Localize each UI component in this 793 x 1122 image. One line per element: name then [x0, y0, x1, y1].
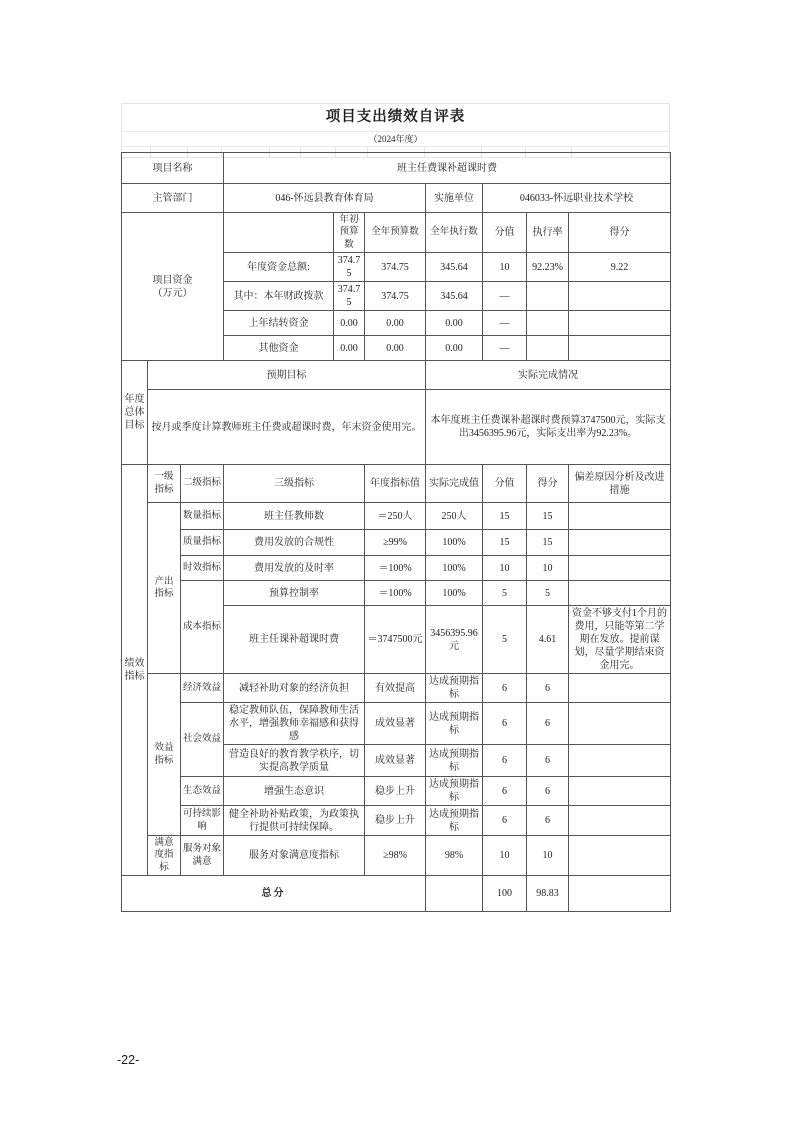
level2-indicator: 成本指标 — [181, 581, 224, 674]
funds-row-exec: 0.00 — [426, 336, 483, 361]
actual-completion-text: 本年度班主任费课补超课时费预算3747500元，实际支出3456395.96元，实际支出率为92.23%。 — [426, 390, 671, 465]
level3-indicator: 预算控制率 — [224, 581, 365, 606]
score-value: 15 — [483, 530, 527, 556]
total-deviation-blank — [569, 876, 671, 912]
score-value: 6 — [483, 777, 527, 806]
actual-value: 98% — [426, 836, 483, 876]
level2-indicator: 时效指标 — [181, 556, 224, 581]
funds-header-budget: 全年预算数 — [365, 213, 426, 253]
document-title: 项目支出绩效自评表 — [122, 104, 669, 132]
table-row — [122, 876, 671, 912]
funds-label-line1: 项目资金 — [152, 274, 193, 286]
total-blank — [426, 876, 483, 912]
level2-indicator: 服务对象满意 — [181, 836, 224, 876]
actual-value: 100% — [426, 530, 483, 556]
table-row — [122, 213, 671, 253]
page-number: -22- — [117, 1053, 140, 1067]
table-row — [122, 806, 671, 836]
table-row — [122, 153, 671, 184]
target-value: ＝100% — [365, 581, 426, 606]
points-value: 15 — [527, 530, 569, 556]
funds-row-points — [569, 282, 671, 311]
funds-row-name: 上年结转资金 — [224, 311, 334, 336]
funds-row-begin: 0.00 — [334, 336, 365, 361]
actual-value: 达成预期指标 — [426, 674, 483, 703]
score-value: 6 — [483, 806, 527, 836]
level3-indicator: 营造良好的教育教学秩序，切实提高教学质量 — [224, 745, 365, 777]
points-value: 6 — [527, 806, 569, 836]
level1-indicator: 产出指标 — [148, 503, 181, 674]
table-row — [122, 556, 671, 581]
score-value: 5 — [483, 581, 527, 606]
funds-row-points: 9.22 — [569, 253, 671, 282]
funds-row-name: 其他资金 — [224, 336, 334, 361]
score-value: 6 — [483, 745, 527, 777]
total-points: 98.83 — [527, 876, 569, 912]
funds-header-rate: 执行率 — [527, 213, 569, 253]
deviation-note — [569, 806, 671, 836]
level2-indicator: 经济效益 — [181, 674, 224, 703]
perf-header-score: 分值 — [483, 465, 527, 503]
level3-indicator: 稳定教师队伍，保障教师生活水平，增强教师幸福感和获得感 — [224, 703, 365, 745]
level2-indicator: 社会效益 — [181, 703, 224, 777]
funds-row-budget: 0.00 — [365, 311, 426, 336]
funds-header-exec: 全年执行数 — [426, 213, 483, 253]
funds-header-points: 得分 — [569, 213, 671, 253]
level2-indicator: 数量指标 — [181, 503, 224, 530]
points-value: 4.61 — [527, 606, 569, 674]
target-value: ≥99% — [365, 530, 426, 556]
table-row — [122, 361, 671, 390]
level2-indicator: 可持续影响 — [181, 806, 224, 836]
funds-row-score: 10 — [483, 253, 527, 282]
target-value: 稳步上升 — [365, 777, 426, 806]
total-label: 总分 — [122, 876, 426, 912]
funds-row-score: — — [483, 311, 527, 336]
annual-goal-label: 年度总体目标 — [122, 361, 148, 465]
target-value: 有效提高 — [365, 674, 426, 703]
table-row — [122, 390, 671, 465]
perf-header-deviation: 偏差原因分析及改进措施 — [569, 465, 671, 503]
project-name-label: 项目名称 — [122, 153, 224, 184]
dept-value: 046-怀远县教育体育局 — [224, 184, 426, 213]
evaluation-table — [121, 152, 671, 912]
funds-row-points — [569, 311, 671, 336]
target-value: 成效显著 — [365, 703, 426, 745]
target-value: ＝250人 — [365, 503, 426, 530]
points-value: 6 — [527, 674, 569, 703]
actual-value: 100% — [426, 581, 483, 606]
funds-row-rate — [527, 336, 569, 361]
target-value: ＝3747500元 — [365, 606, 426, 674]
points-value: 5 — [527, 581, 569, 606]
funds-row-rate: 92.23% — [527, 253, 569, 282]
funds-header-score: 分值 — [483, 213, 527, 253]
target-value: 稳步上升 — [365, 806, 426, 836]
deviation-note — [569, 581, 671, 606]
funds-row-budget: 374.75 — [365, 282, 426, 311]
points-value: 6 — [527, 703, 569, 745]
level3-indicator: 班主任教师数 — [224, 503, 365, 530]
score-value: 15 — [483, 503, 527, 530]
funds-row-name: 年度资金总额: — [224, 253, 334, 282]
level3-indicator: 班主任课补超课时费 — [224, 606, 365, 674]
funds-row-begin: 374.75 — [334, 282, 365, 311]
target-value: ＝100% — [365, 556, 426, 581]
funds-label — [122, 213, 224, 361]
expected-goal-header: 预期目标 — [148, 361, 426, 390]
deviation-note — [569, 503, 671, 530]
table-row — [122, 836, 671, 876]
funds-header-begin: 年初预算数 — [334, 213, 365, 253]
deviation-note — [569, 556, 671, 581]
target-value: ≥98% — [365, 836, 426, 876]
score-value: 6 — [483, 703, 527, 745]
points-value: 6 — [527, 777, 569, 806]
points-value: 10 — [527, 836, 569, 876]
actual-value: 3456395.96元 — [426, 606, 483, 674]
perf-header-points: 得分 — [527, 465, 569, 503]
deviation-note: 资金不够支付1个月的费用，只能等第二学期在发放。提前谋划，尽量学期结束资金用完。 — [569, 606, 671, 674]
funds-row-score: — — [483, 282, 527, 311]
table-row — [122, 777, 671, 806]
table-row — [122, 581, 671, 606]
table-row — [122, 465, 671, 503]
funds-row-begin: 0.00 — [334, 311, 365, 336]
table-row — [122, 503, 671, 530]
score-value: 10 — [483, 836, 527, 876]
level3-indicator: 减轻补助对象的经济负担 — [224, 674, 365, 703]
points-value: 15 — [527, 503, 569, 530]
level1-indicator: 满意度指标 — [148, 836, 181, 876]
level2-indicator: 生态效益 — [181, 777, 224, 806]
total-score: 100 — [483, 876, 527, 912]
actual-value: 达成预期指标 — [426, 745, 483, 777]
funds-row-exec: 345.64 — [426, 253, 483, 282]
funds-row-name: 其中：本年财政拨款 — [224, 282, 334, 311]
level3-indicator: 健全补助补贴政策，为政策执行提供可持续保障。 — [224, 806, 365, 836]
level2-indicator: 质量指标 — [181, 530, 224, 556]
funds-row-rate — [527, 282, 569, 311]
score-value: 6 — [483, 674, 527, 703]
target-value: 成效显著 — [365, 745, 426, 777]
points-value: 6 — [527, 745, 569, 777]
perf-header-actual: 实际完成值 — [426, 465, 483, 503]
funds-row-begin: 374.75 — [334, 253, 365, 282]
project-name-value: 班主任费课补超课时费 — [224, 153, 671, 184]
perf-header-level3: 三级指标 — [224, 465, 365, 503]
deviation-note — [569, 777, 671, 806]
level3-indicator: 费用发放的合规性 — [224, 530, 365, 556]
deviation-note — [569, 530, 671, 556]
deviation-note — [569, 703, 671, 745]
unit-value: 046033-怀远职业技术学校 — [483, 184, 671, 213]
expected-goal-text: 按月或季度计算教师班主任费或超课时费，年末资金使用完。 — [148, 390, 426, 465]
deviation-note — [569, 745, 671, 777]
actual-value: 达成预期指标 — [426, 806, 483, 836]
perf-indicators-label: 绩效指标 — [122, 465, 148, 876]
deviation-note — [569, 674, 671, 703]
document-subtitle: （2024年度） — [122, 132, 669, 147]
points-value: 10 — [527, 556, 569, 581]
funds-label-line2: （万元） — [152, 287, 193, 299]
perf-header-level1: 一级指标 — [148, 465, 181, 503]
score-value: 5 — [483, 606, 527, 674]
level1-indicator: 效益指标 — [148, 674, 181, 836]
table-row — [122, 530, 671, 556]
perf-header-level2: 二级指标 — [181, 465, 224, 503]
perf-header-target: 年度指标值 — [365, 465, 426, 503]
funds-row-score: — — [483, 336, 527, 361]
level3-indicator: 增强生态意识 — [224, 777, 365, 806]
level3-indicator: 费用发放的及时率 — [224, 556, 365, 581]
level3-indicator: 服务对象满意度指标 — [224, 836, 365, 876]
actual-value: 达成预期指标 — [426, 703, 483, 745]
funds-header-blank — [224, 213, 334, 253]
dept-label: 主管部门 — [122, 184, 224, 213]
actual-value: 达成预期指标 — [426, 777, 483, 806]
funds-row-exec: 345.64 — [426, 282, 483, 311]
actual-value: 250人 — [426, 503, 483, 530]
actual-value: 100% — [426, 556, 483, 581]
funds-row-points — [569, 336, 671, 361]
funds-row-exec: 0.00 — [426, 311, 483, 336]
funds-row-rate — [527, 311, 569, 336]
funds-row-budget: 374.75 — [365, 253, 426, 282]
table-row — [122, 184, 671, 213]
unit-label: 实施单位 — [426, 184, 483, 213]
deviation-note — [569, 836, 671, 876]
funds-row-budget: 0.00 — [365, 336, 426, 361]
table-row — [122, 674, 671, 703]
table-row — [122, 703, 671, 745]
actual-completion-header: 实际完成情况 — [426, 361, 671, 390]
title-block — [121, 103, 670, 158]
score-value: 10 — [483, 556, 527, 581]
